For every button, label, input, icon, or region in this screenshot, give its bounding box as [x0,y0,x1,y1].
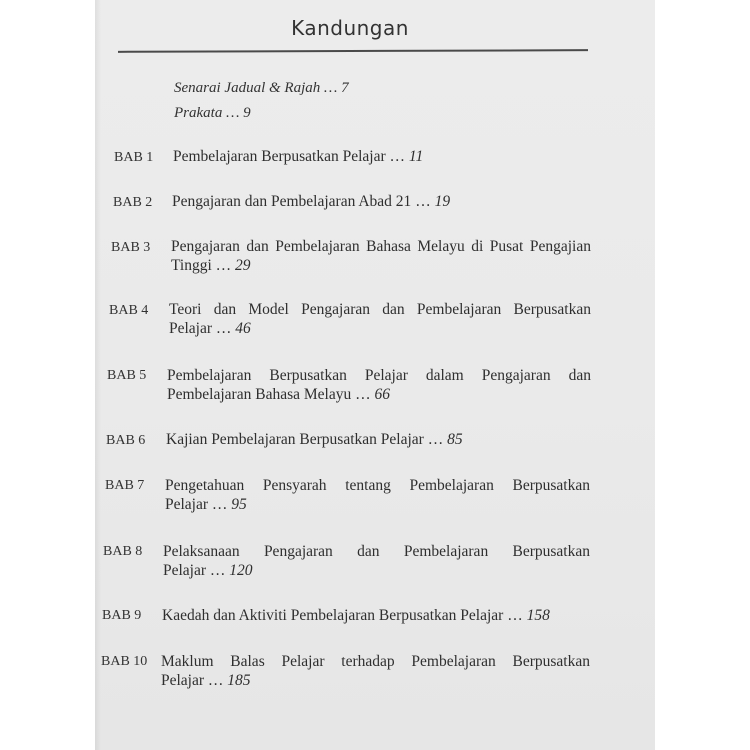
toc-page-number: 9 [243,105,251,121]
toc-ellipsis: … [423,431,448,448]
chapter-title-text: Teori dan Model Pengajaran dan Pembelajaran Berpusatkan [169,301,591,318]
toc-ellipsis: … [411,193,435,210]
toc-page-number: 7 [341,80,349,96]
toc-ellipsis: … [503,607,527,624]
chapter-title-text: Pelaksanaan Pengajaran dan Pembelajaran Berpusatkan [163,543,590,560]
chapter-number: BAB 5 [107,368,147,383]
chapter-title [163,542,590,580]
toc-ellipsis: … [320,80,342,96]
chapter-title [171,237,591,275]
chapter-title [173,147,593,166]
chapter-title-text: Pembelajaran Berpusatkan Pelajar dalam Pengajaran dan [167,367,591,384]
chapter-title [165,476,590,514]
toc-front-label: Prakata [174,105,223,121]
toc-ellipsis: … [385,148,409,165]
chapter-title-text: Pelajar [163,562,207,579]
toc-front-item [174,80,349,97]
toc-ellipsis: … [208,496,232,513]
chapter-number: BAB 2 [113,195,153,210]
toc-page-number: 95 [231,496,247,513]
chapter-number: BAB 3 [111,240,151,255]
chapter-title-text: Pelajar [161,672,205,689]
chapter-title [162,606,590,625]
chapter-number: BAB 4 [109,303,149,318]
toc-ellipsis: … [211,257,236,274]
toc-page-number: 11 [408,148,424,165]
chapter-title-text: Pembelajaran Bahasa Melayu [167,386,352,403]
chapter-title [169,300,591,338]
toc-page-number: 158 [526,607,550,624]
toc-front-label: Senarai Jadual & Rajah [174,80,321,96]
chapter-title-text: Pelajar [169,320,213,337]
toc-page-number: 46 [235,320,251,337]
page-title: Kandungan [291,16,409,40]
chapter-number: BAB 1 [114,150,154,165]
chapter-title-text: Kaedah dan Aktiviti Pembelajaran Berpusatkan Pelajar [162,607,504,624]
chapter-title [172,192,592,211]
toc-page-number: 19 [434,193,451,210]
toc-page-number: 185 [227,672,251,689]
toc-ellipsis: … [206,562,230,579]
chapter-title [167,366,591,404]
chapter-number: BAB 9 [102,608,142,623]
chapter-number: BAB 7 [105,478,145,493]
toc-page-number: 29 [235,257,251,274]
chapter-number: BAB 8 [103,544,143,559]
chapter-number: BAB 10 [101,654,148,669]
chapter-title [161,652,590,690]
chapter-title-text: Pengajaran dan Pembelajaran Bahasa Melayu di Pusat Pengajian [171,238,591,255]
toc-page-number: 66 [374,386,390,403]
chapter-title-text: Kajian Pembelajaran Berpusatkan Pelajar [166,431,424,448]
toc-ellipsis: … [212,320,236,337]
page-edge-shadow [95,0,101,750]
chapter-title-text: Pengajaran dan Pembelajaran Abad 21 [172,193,412,210]
toc-ellipsis: … [351,386,375,403]
chapter-number: BAB 6 [106,433,146,448]
toc-front-item [174,105,251,122]
toc-page-number: 120 [229,562,253,579]
chapter-title-text: Maklum Balas Pelajar terhadap Pembelajaran Berpusatkan [161,653,590,670]
toc-page-number: 85 [447,431,463,448]
chapter-title [166,430,590,449]
toc-ellipsis: … [222,105,244,121]
chapter-title-text: Pelajar [165,496,209,513]
chapter-title-text: Tinggi [171,257,212,274]
chapter-title-text: Pembelajaran Berpusatkan Pelajar [173,148,386,165]
chapter-title-text: Pengetahuan Pensyarah tentang Pembelajaran Berpusatkan [165,477,590,494]
toc-ellipsis: … [204,672,228,689]
